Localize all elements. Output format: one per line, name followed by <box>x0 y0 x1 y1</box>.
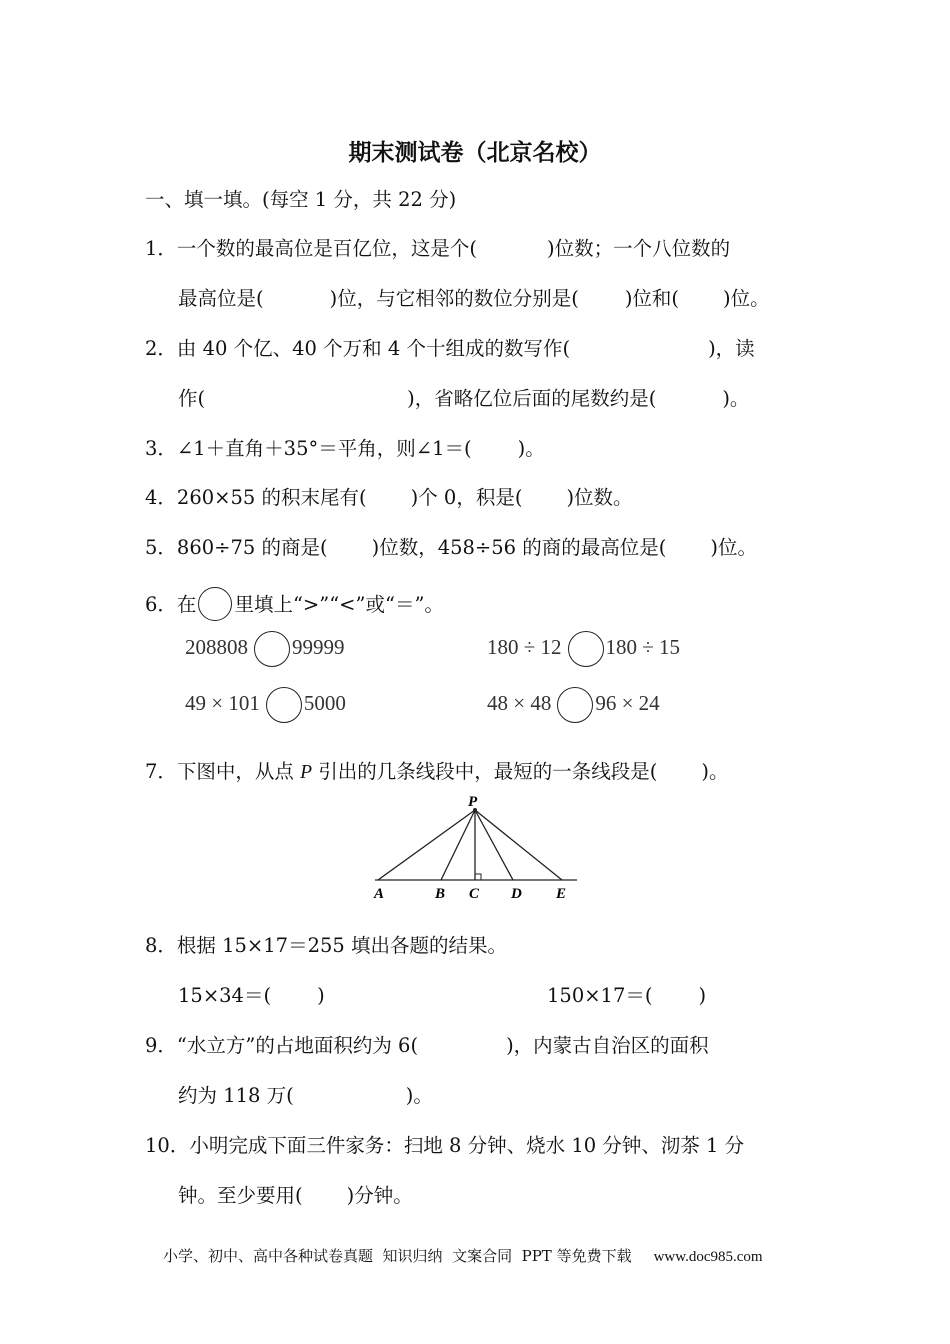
q3-text-a: ∠1＋直角＋35°＝平角，则∠1＝( <box>176 437 472 460</box>
label-p: P <box>468 794 478 810</box>
q5-text-a: 860÷75 的商是( <box>176 536 328 559</box>
q4-text-a: 260×55 的积末尾有( <box>176 486 367 509</box>
q1-text-a: 一个数的最高位是百亿位，这是个( <box>176 237 478 260</box>
q1-text-e: )位和( <box>624 287 680 310</box>
compare-left: 180 ÷ 12 <box>487 635 562 659</box>
question-2-line-2 <box>178 385 749 413</box>
q6-text-b: 里填上“>”“<”或“＝”。 <box>234 593 444 616</box>
question-number: 4． <box>145 486 177 509</box>
compare-item-4 <box>487 685 660 723</box>
compare-item-2 <box>487 629 680 667</box>
question-number: 8． <box>145 934 177 957</box>
question-10-line-1 <box>145 1132 744 1160</box>
compare-circle[interactable] <box>254 631 290 667</box>
compare-item-3 <box>185 685 346 723</box>
compare-left: 208808 <box>185 635 248 659</box>
q9-text-c: 约为 118 万( <box>178 1084 294 1107</box>
q2-text-e: )。 <box>722 387 750 410</box>
compare-right: 96 × 24 <box>595 691 660 715</box>
label-c: C <box>469 886 480 902</box>
q2-text-a: 由 40 个亿、40 个万和 4 个十组成的数写作( <box>176 337 571 360</box>
section-heading: 一、填一填。(每空 1 分，共 22 分) <box>145 188 457 211</box>
question-number: 5． <box>145 536 177 559</box>
circle-icon <box>198 587 232 621</box>
q1-text-b: )位数；一个八位数的 <box>547 237 731 260</box>
question-number: 6． <box>145 593 177 616</box>
q2-text-d: )，省略亿位后面的尾数约是( <box>407 387 657 410</box>
compare-right: 99999 <box>292 635 345 659</box>
q9-text-b: )，内蒙古自治区的面积 <box>506 1034 709 1057</box>
question-1-line-2 <box>178 285 770 313</box>
question-number: 2． <box>145 337 177 360</box>
question-number: 9． <box>145 1034 177 1057</box>
q7-text-c: )。 <box>701 760 729 783</box>
q2-text-b: )，读 <box>708 337 755 360</box>
q8-left-end: ) <box>317 984 325 1007</box>
right-angle-mark <box>475 874 481 880</box>
question-9-line-2 <box>178 1082 433 1110</box>
q8-right-item <box>547 982 706 1010</box>
label-d: D <box>511 886 522 902</box>
question-number: 7． <box>145 760 177 783</box>
question-number: 1． <box>145 237 177 260</box>
q6-text-a: 在 <box>176 593 197 616</box>
label-b: B <box>435 886 446 902</box>
q9-text-a: “水立方”的占地面积约为 6( <box>176 1034 419 1057</box>
compare-right: 5000 <box>303 691 346 715</box>
q10-text-c: )分钟。 <box>346 1184 413 1207</box>
question-10-line-2 <box>178 1182 413 1210</box>
question-5 <box>145 534 757 562</box>
segment-pd <box>475 810 513 880</box>
question-number: 3． <box>145 437 177 460</box>
question-1-line-1 <box>145 235 730 263</box>
compare-item-1 <box>185 629 345 667</box>
q8-text-a: 根据 15×17＝255 填出各题的结果。 <box>176 934 508 957</box>
q9-text-d: )。 <box>405 1084 433 1107</box>
q10-text-a: 小明完成下面三件家务：扫地 8 分钟、烧水 10 分钟、沏茶 1 分 <box>189 1134 745 1157</box>
q7-text-a: 下图中，从点 <box>176 760 301 783</box>
compare-right: 180 ÷ 15 <box>605 635 681 659</box>
q8-left-text: 15×34＝( <box>178 984 272 1007</box>
compare-left: 49 × 101 <box>185 691 260 715</box>
compare-circle[interactable] <box>557 687 593 723</box>
q1-text-f: )位。 <box>723 287 770 310</box>
segment-pb <box>441 810 475 880</box>
q7-text-b: 引出的几条线段中，最短的一条线段是( <box>312 760 658 783</box>
q1-text-c: 最高位是( <box>178 287 264 310</box>
q1-text-d: )位，与它相邻的数位分别是( <box>329 287 579 310</box>
compare-circle[interactable] <box>266 687 302 723</box>
q8-left-item <box>178 982 325 1010</box>
footer-text: 小学、初中、高中各种试卷真题 知识归纳 文案合同 PPT 等免费下载 <box>163 1247 632 1265</box>
question-7 <box>145 758 728 787</box>
footer <box>163 1245 763 1266</box>
q7-point-label: P <box>300 762 313 783</box>
q10-text-b: 钟。至少要用( <box>178 1184 303 1207</box>
question-4 <box>145 484 633 512</box>
q4-text-b: )个 0，积是( <box>410 486 523 509</box>
label-e: E <box>556 886 567 902</box>
segment-pe <box>475 810 562 880</box>
question-3 <box>145 435 545 463</box>
label-a: A <box>374 886 385 902</box>
footer-url[interactable]: www.doc985.com <box>653 1249 763 1265</box>
q4-text-c: )位数。 <box>566 486 633 509</box>
question-8 <box>145 932 507 960</box>
question-9-line-1 <box>145 1032 709 1060</box>
question-6 <box>145 587 444 621</box>
question-2-line-1 <box>145 335 755 363</box>
q5-text-b: )位数，458÷56 的商的最高位是( <box>371 536 667 559</box>
page-title: 期末测试卷（北京名校） <box>348 140 602 166</box>
q8-right-text: 150×17＝( <box>547 984 653 1007</box>
question-number: 10． <box>145 1134 190 1157</box>
segment-pa <box>378 810 475 880</box>
q2-text-c: 作( <box>178 387 206 410</box>
q3-text-b: )。 <box>517 437 545 460</box>
q5-text-c: )位。 <box>710 536 758 559</box>
q8-right-end: ) <box>698 984 707 1007</box>
compare-circle[interactable] <box>568 631 604 667</box>
segment-figure <box>370 790 582 905</box>
compare-left: 48 × 48 <box>487 691 552 715</box>
